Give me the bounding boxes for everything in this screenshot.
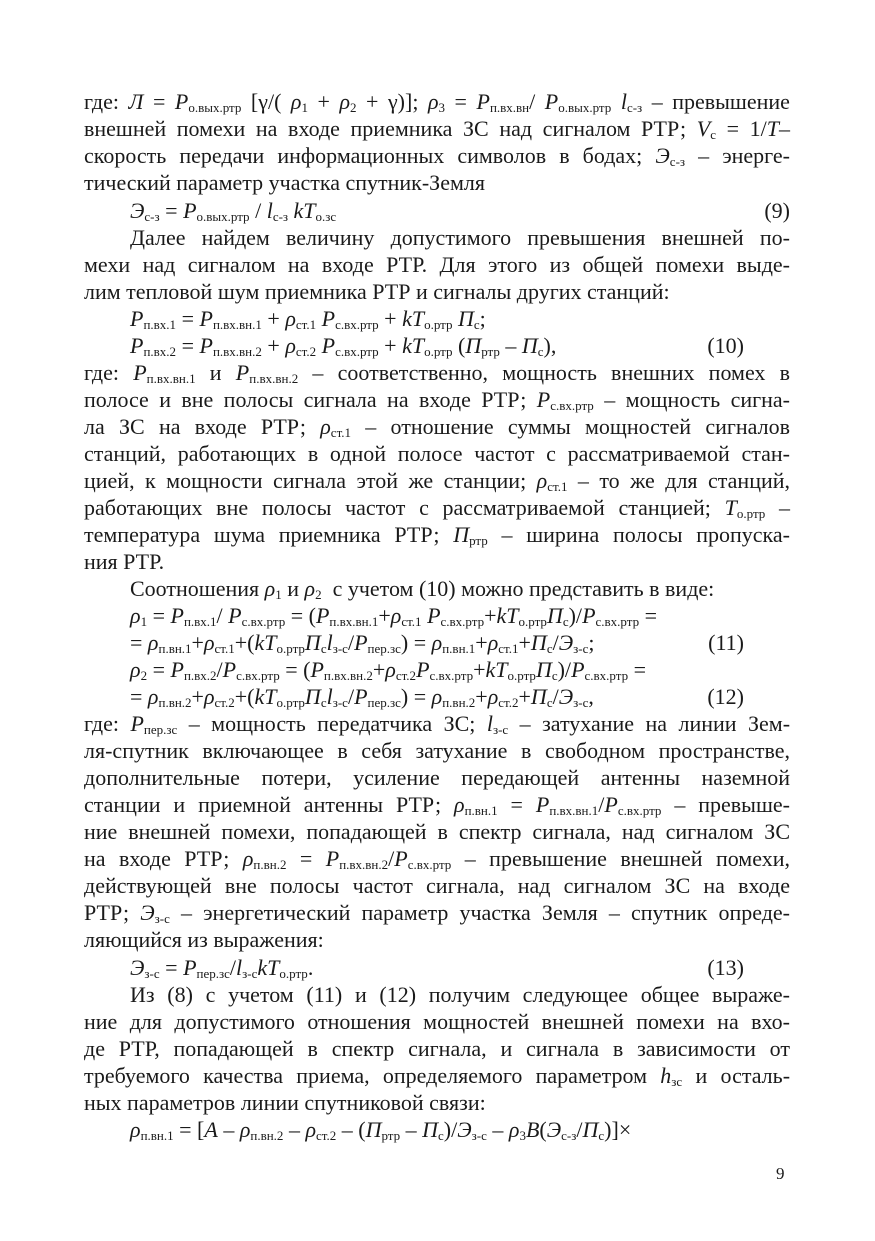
text-line: Из (8) с учетом (11) и (12) получим следующее общее выраже- — [130, 982, 790, 1007]
equation-p-vx-1: $P_{п.вх.1} = P_{п.вх.вн.1} + \rho_{ст.1}$ $P_{с.вх.ртр} + kT_{о.ртр}$ $П_с$; — [130, 306, 486, 332]
text-line: цией, к мощности сигнала этой же станции; $\rho_{ст.1}$ – то же для станций, — [84, 468, 791, 494]
text-line: ляющийся из выражения: — [84, 927, 324, 952]
text-line: ных параметров линии спутниковой связи: — [84, 1090, 486, 1115]
equation-10: $P_{п.вх.2} = P_{п.вх.вн.2} + \rho_{ст.2}$ $P_{с.вх.ртр} + kT_{о.ртр}$ $(П_{ртр} - П_с)$, (10) — [130, 333, 744, 359]
equation-9: $Э_{с-з} = P_{о.вых.ртр} / l_{с-з}$ $kT_{о.зс}$ (9) — [130, 198, 790, 224]
text-line: действующей вне полосы частот сигнала, над сигналом ЗС на входе — [84, 873, 790, 898]
equation-number: (10) — [707, 333, 744, 358]
page-number: 9 — [776, 1164, 785, 1183]
text-line: ния РТР. — [84, 549, 165, 574]
equation-rho-pvn1: $\rho_{п.вн.1} = [A - \rho_{п.вн.2} - \rho_{ст.2} - (П_{ртр} - П_с)/Э_{з-с} - \rho_3B(Э_{с-з}/П_с)]\times$ — [130, 1117, 632, 1143]
text-line: ние для допустимого отношения мощностей внешней помехи на вхо- — [84, 1009, 790, 1034]
text-line: дополнительные потери, усиление передающей антенны наземной — [84, 765, 790, 790]
text-line: ля-спутник включающее в себя затухание в свободном пространстве, — [84, 738, 790, 763]
text-line: станций, работающих в одной полосе частот с рассматриваемой стан- — [84, 441, 790, 466]
equation-rho2: $\rho_2 = P_{п.вх.2}/P_{с.вх.ртр} = (P_{п.вх.вн.2}+\rho_{ст.2}P_{с.вх.ртр}+kT_{о.ртр}П_с)/P_{с.вх.ртр}$ = — [130, 657, 647, 683]
equation-number: (13) — [707, 955, 744, 980]
text-line: Далее найдем величину допустимого превышения внешней по- — [130, 225, 790, 250]
text-line: Соотношения $\rho_1$ и $\rho_2$ с учетом (10) можно представить в виде: — [130, 576, 715, 602]
equation-13: $Э_{з-с} = P_{пер.зс}/l_{з-с}kT_{о.ртр}$. (13) — [130, 955, 744, 981]
text-line: лим тепловой шум приемника РТР и сигналы других станций: — [84, 279, 670, 304]
text-line: где: $P_{п.вх.вн.1}$ и $P_{п.вх.вн.2}$ – соответственно, мощность внешних помех в — [84, 360, 791, 386]
equation-number: (12) — [707, 684, 744, 709]
text-line: ла ЗС на входе РТР; $\rho_{ст.1}$ – отношение суммы мощностей сигналов — [84, 414, 790, 440]
text-line: работающих вне полосы частот с рассматриваемой станцией; $T_{о.ртр}$ – — [84, 495, 790, 521]
text-line: где: $Л = P_{о.вых.ртр}$ [γ/( $\rho_1 + \rho_2 + \gamma$)]; $\rho_3 = P_{п.вх.вн}/$ $P_{о.вых.ртр}$ $l_{с-з}$ – превышение — [84, 89, 790, 115]
equation-number: (9) — [764, 198, 790, 223]
text-line: скорость передачи информационных символов в бодах; $Э_{с-з}$ – энерге- — [84, 143, 790, 169]
text-line: где: $P_{пер.зс}$ – мощность передатчика ЗС; $l_{з-с}$ – затухание на линии Зем- — [84, 711, 791, 737]
text-line: ние внешней помехи, попадающей в спектр сигнала, над сигналом ЗС — [84, 819, 790, 844]
text-line: мехи над сигналом на входе РТР. Для этого из общей помехи выде- — [84, 252, 790, 277]
text-line: станции и приемной антенны РТР; $\rho_{п.вн.1} = P_{п.вх.вн.1}/P_{с.вх.ртр}$ – превыше- — [84, 792, 790, 818]
text-line: РТР; $Э_{з-с}$ – энергетический параметр участка Земля – спутник опреде- — [84, 900, 791, 926]
equation-number: (11) — [708, 630, 744, 655]
text-line: полосе и вне полосы сигнала на входе РТР; $P_{с.вх.ртр}$ – мощность сигна- — [84, 387, 791, 413]
equation-11: = $\rho_{п.вн.1}+\rho_{ст.1}+(kT_{о.ртр}П_сl_{з-с}/P_{пер.зс}) = \rho_{п.вн.1}+\rho_{ст.1}+П_с/Э_{з-с}$; (11) — [130, 630, 744, 656]
text-line: требуемого качества приема, определяемого параметром $h_{зс}$ и осталь- — [84, 1063, 791, 1089]
text-line: де РТР, попадающей в спектр сигнала, и сигнала в зависимости от — [84, 1036, 790, 1061]
equation-rho1: $\rho_1 = P_{п.вх.1}/$ $P_{с.вх.ртр} = (P_{п.вх.вн.1}+\rho_{ст.1}$ $P_{с.вх.ртр}+kT_{о.ртр}П_с)/P_{с.вх.ртр}$ = — [130, 603, 658, 629]
text-line: тический параметр участка спутник-Земля — [84, 170, 485, 195]
text-line: на входе РТР; $\rho_{п.вн.2} = P_{п.вх.вн.2}/P_{с.вх.ртр}$ – превышение внешней помехи, — [84, 846, 790, 872]
text-line: внешней помехи на входе приемника ЗС над сигналом РТР; $V_с = 1/T-$ — [84, 116, 790, 142]
equation-12: = $\rho_{п.вн.2}+\rho_{ст.2}+(kT_{о.ртр}П_сl_{з-с}/P_{пер.зс}) = \rho_{п.вн.2}+\rho_{ст.2}+П_с/Э_{з-с}$, (12) — [130, 684, 744, 710]
text-line: температура шума приемника РТР; $П_{ртр}$ – ширина полосы пропуска- — [84, 522, 791, 548]
